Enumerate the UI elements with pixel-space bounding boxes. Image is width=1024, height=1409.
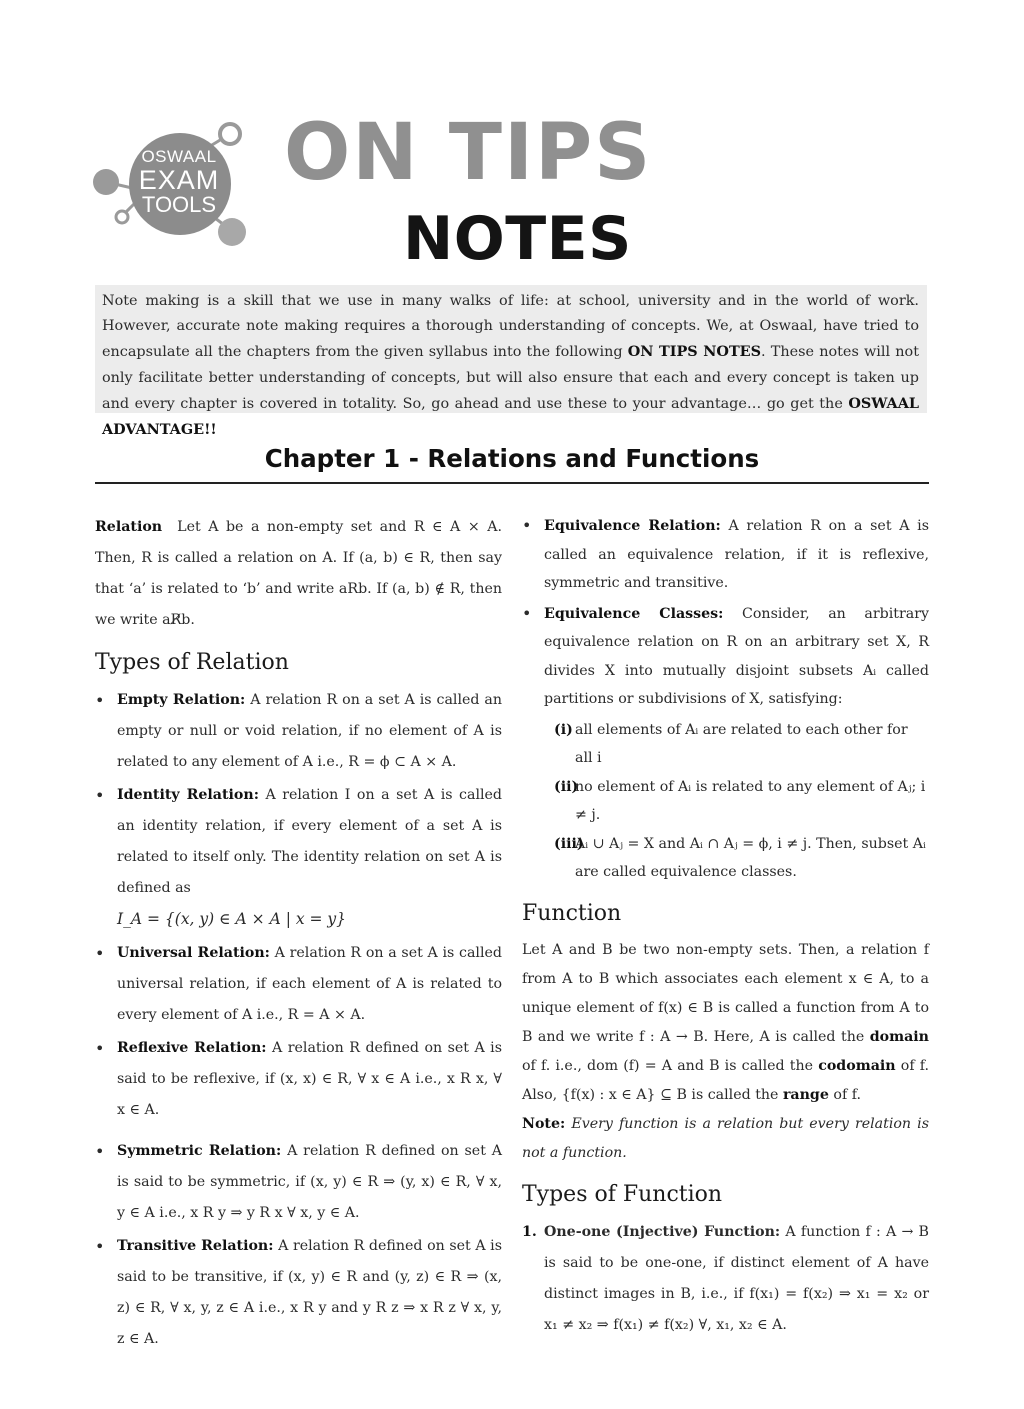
note-text: Every function is a relation but every relation is not a function.: [522, 1115, 929, 1161]
types-of-function-heading: Types of Function: [522, 1181, 723, 1207]
item-label: Identity Relation:: [117, 787, 259, 803]
item-text: A relation R defined on set A is said to be reflexive, if (x, x) ∈ R, ∀ x ∈ A i.e., x R x, ∀ x ∈ A.: [117, 1040, 502, 1118]
item-label: Universal Relation:: [117, 945, 270, 961]
bullet-icon: •: [95, 1237, 105, 1256]
function-text-1: Let A and B be two non-empty sets. Then, a relation f from A to B which associates each element x ∈ A, to a unique element of f(x) ∈ B is called a function from A to B and we write f : A → B. Here, A is called the: [522, 941, 929, 1045]
types-of-relation-heading: Types of Relation: [95, 650, 289, 675]
item-label: Reflexive Relation:: [117, 1040, 267, 1056]
item-number: 1.: [522, 1223, 537, 1240]
item-text: A relation R defined on set A is said to be transitive, if (x, y) ∈ R and (y, z) ∈ R ⇒ (x, z) ∈ R, ∀ x, y, z ∈ A i.e., x R y and y R z ⇒ x R z ∀ x, y, z ∈ A.: [117, 1238, 502, 1347]
logo-line-3: TOOLS: [141, 192, 217, 217]
list-item: [95, 780, 502, 936]
chapter-title: Chapter 1 - Relations and Functions: [264, 444, 760, 473]
sub-item: [522, 830, 929, 887]
list-item: [522, 512, 929, 598]
bullet-icon: •: [95, 786, 105, 805]
list-item: [95, 1231, 502, 1355]
item-text: A relation R on a set A is called an empty or null or void relation, if no element of A is related to any element of A i.e., R = ϕ ⊂ A × A.: [117, 692, 503, 770]
bullet-icon: •: [522, 603, 532, 623]
logo-line-1: OSWAAL: [141, 147, 217, 166]
page-subtitle: NOTES: [403, 204, 632, 274]
item-text: A relation R on a set A is called an equivalence relation, if it is reflexive, symmetric and transitive.: [544, 518, 929, 591]
function-heading: Function: [522, 900, 622, 926]
item-label: Transitive Relation:: [117, 1238, 274, 1254]
page-title: ON TIPS: [284, 108, 653, 198]
function-definition: [522, 936, 929, 1110]
function-text-2: of f. i.e., dom (f) = A and B is called the: [522, 1057, 819, 1074]
intro-text-1: Note making is a skill that we use in many walks of life: at school, university and in the world of work. However, accurate note making requires a thorough understanding of concepts. We, at Oswaal, have tried to encapsulate all the chapters from the given syllabus into the following: [102, 293, 919, 361]
chapter-divider: [95, 482, 929, 484]
item-text: A relation R defined on set A is said to be symmetric, if (x, y) ∈ R ⇒ (y, x) ∈ R, ∀ x, y ∈ A i.e., x R y ⇒ y R x ∀ x, y ∈ A.: [117, 1143, 502, 1221]
list-item: [522, 1217, 929, 1341]
sub-item: [522, 716, 929, 773]
intro-bold-2: OSWAAL ADVANTAGE!!: [102, 394, 919, 439]
sub-item: [522, 773, 929, 830]
list-item: [95, 938, 502, 1031]
bullet-icon: •: [95, 691, 105, 710]
relation-label: Relation: [95, 519, 163, 535]
intro-box: [95, 285, 927, 439]
bullet-icon: •: [95, 1039, 105, 1058]
left-column: [95, 512, 502, 1357]
item-text: A relation R on a set A is called universal relation, if each element of A is related to every element of A i.e., R = A × A.: [117, 945, 502, 1023]
item-text: A function f : A → B is said to be one-one, if distinct element of A have distinct images in B, i.e., if f(x₁) = f(x₂) ⇒ x₁ = x₂ or x₁ ≠ x₂ ⇒ f(x₁) ≠ f(x₂) ∀, x₁, x₂ ∈ A.: [544, 1223, 929, 1333]
codomain-term: codomain: [818, 1057, 896, 1074]
list-item: [95, 685, 502, 778]
sub-item-text: Aᵢ ∪ Aⱼ = X and Aᵢ ∩ Aⱼ = ϕ, i ≠ j. Then, subset Aᵢ are called equivalence classes.: [575, 835, 926, 880]
bullet-icon: •: [95, 1142, 105, 1161]
item-text: Consider, an arbitrary equivalence relation on R on an arbitrary set X, R divides X into mutually disjoint subsets Aᵢ called partitions or subdivisions of X, satisfying:: [544, 605, 930, 707]
function-text-4: of f.: [828, 1086, 861, 1103]
relation-definition: [95, 512, 502, 636]
intro-bold-1: ON TIPS NOTES: [627, 343, 762, 361]
relation-text: Let A be a non-empty set and R ∈ A × A. Then, R is called a relation on A. If (a, b) ∈ R, then say that ‘a’ is related to ‘b’ and write aRb. If (a, b) ∉ R, then we write aR̸b.: [95, 519, 502, 628]
function-text-3: of f. Also, {f(x) : x ∈ A} ⊆ B is called the: [522, 1057, 929, 1103]
list-item: [95, 1136, 502, 1229]
intro-text-2: . These notes will not only facilitate better understanding of concepts, but will also ensure that each and every concept is taken up and every chapter is covered in totality. So, go ahead and use these to your advantage… go get the: [102, 344, 919, 412]
right-column: [522, 512, 929, 1341]
list-item: [95, 1033, 502, 1126]
sub-item-number: (iii): [554, 835, 584, 852]
item-label: Symmetric Relation:: [117, 1143, 282, 1159]
logo-line-2: EXAM: [138, 165, 220, 195]
bullet-icon: •: [95, 944, 105, 963]
item-label: Equivalence Relation:: [544, 518, 721, 534]
domain-term: domain: [869, 1028, 929, 1045]
list-item: [522, 600, 929, 714]
sub-item-text: all elements of Aᵢ are related to each other for all i: [575, 721, 908, 766]
identity-formula: I_A = {(x, y) ∈ A × A | x = y}: [117, 910, 347, 928]
sub-item-number: (ii): [554, 778, 579, 795]
sub-item-number: (i): [554, 721, 573, 738]
item-label: Equivalence Classes:: [544, 605, 724, 622]
note-label: Note:: [522, 1115, 566, 1132]
range-term: range: [782, 1086, 829, 1103]
item-text: A relation I on a set A is called an identity relation, if every element of a set A is related to itself only. The identity relation on set A is defined as: [117, 787, 502, 896]
sub-item-text: no element of Aᵢ is related to any element of Aⱼ; i ≠ j.: [575, 778, 926, 823]
function-note: [522, 1110, 929, 1168]
bullet-icon: •: [522, 516, 532, 535]
logo-wordmark: [128, 148, 230, 216]
item-label: Empty Relation:: [117, 692, 246, 708]
item-label: One-one (Injective) Function:: [544, 1223, 781, 1240]
